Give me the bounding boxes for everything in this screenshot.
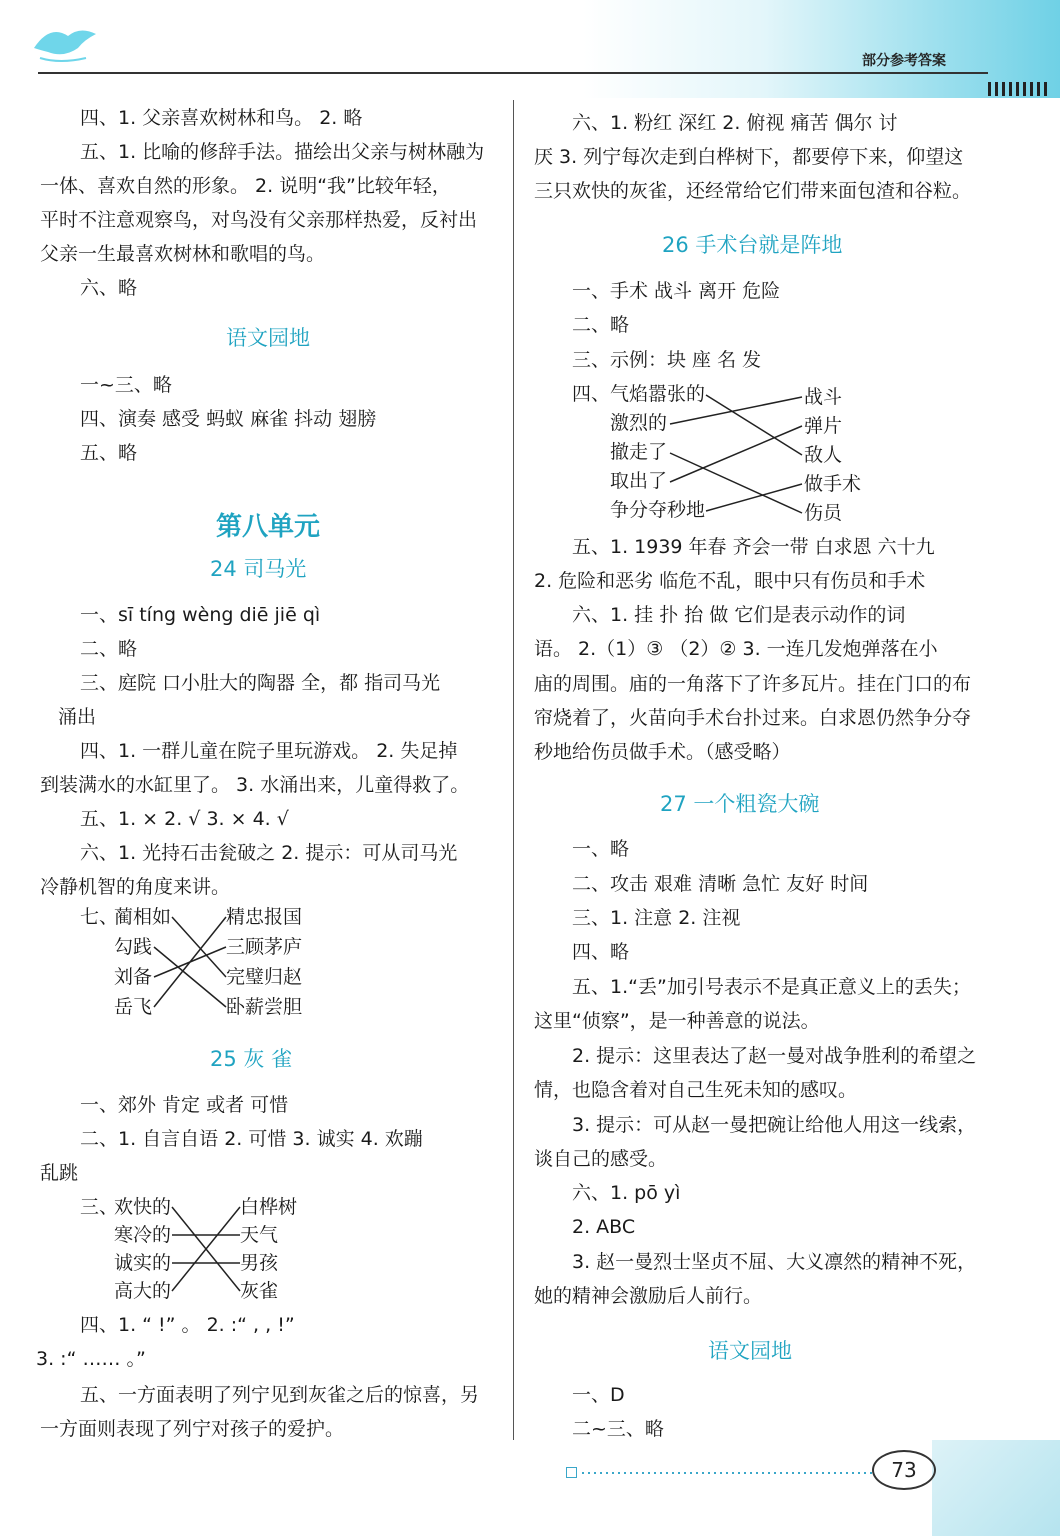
match-right-item: 敌人 (804, 444, 843, 466)
answer-line: 六、1. 光持石击瓮破之 2. 提示：可从司马光 (80, 842, 458, 864)
answer-line: 四、1. “ !” 。 2. :“ , , !” (80, 1314, 295, 1336)
answer-line: 三、1. 注意 2. 注视 (572, 907, 741, 929)
match-left-item: 撤走了 (610, 441, 668, 463)
match-right-item: 白桦树 (240, 1196, 298, 1218)
answer-line: 一、sī tíng wèng diē jiē qì (80, 604, 321, 626)
footer-dotted-rule (582, 1472, 872, 1474)
section-heading: 语文园地 (708, 1339, 792, 1363)
answer-line: 情，也隐含着对自己生死未知的感叹。 (534, 1079, 858, 1101)
match-right-item: 战斗 (804, 386, 843, 408)
answer-line: 一、略 (572, 838, 630, 860)
answer-line: 一~三、略 (80, 374, 172, 396)
match-prefix: 七、 (80, 906, 119, 928)
answer-line: 一、D (572, 1384, 625, 1406)
match-right-item: 做手术 (804, 473, 862, 495)
answer-line: 六、1. pō yì (572, 1182, 681, 1204)
match-left-item: 岳飞 (114, 996, 153, 1018)
answer-line: 五、一方面表明了列宁见到灰雀之后的惊喜，另 (80, 1384, 480, 1406)
answer-line: 五、略 (80, 442, 138, 464)
lesson-heading: 24 司马光 (210, 557, 307, 581)
match-prefix: 四、 (572, 383, 611, 405)
lesson-heading: 26 手术台就是阵地 (662, 233, 843, 257)
match-right-item: 三顾茅庐 (226, 936, 303, 958)
corner-decoration (932, 1440, 1060, 1536)
answer-line: 3. 提示：可从赵一曼把碗让给他人用这一线索， (572, 1114, 977, 1136)
answer-line: 厌 3. 列宁每次走到白桦树下，都要停下来，仰望这 (534, 146, 964, 168)
match-left-item: 争分夺秒地 (610, 499, 706, 521)
answer-line: 帘烧着了，火苗向手术台扑过来。白求恩仍然争分夺 (534, 707, 972, 729)
answer-line: 到装满水的水缸里了。 3. 水涌出来，儿童得救了。 (40, 774, 470, 796)
answer-line: 五、1. × 2. √ 3. × 4. √ (80, 808, 289, 830)
answer-line: 谈自己的感受。 (534, 1148, 668, 1170)
answer-line: 一、手术 战斗 离开 危险 (572, 280, 781, 302)
answer-line: 秒地给伤员做手术。（感受略） (534, 741, 791, 763)
match-left-item: 诚实的 (114, 1252, 172, 1274)
answer-line: 二、1. 自言自语 2. 可惜 3. 诚实 4. 欢蹦 (80, 1128, 423, 1150)
match-left-item: 欢快的 (114, 1196, 172, 1218)
answer-line: 她的精神会激励后人前行。 (534, 1285, 763, 1307)
match-right-item: 完璧归赵 (226, 966, 303, 988)
answer-line: 二、略 (80, 638, 138, 660)
answer-line: 3. :“ …… 。” (36, 1348, 146, 1370)
match-left-item: 蔺相如 (114, 906, 172, 928)
lesson-heading: 27 一个粗瓷大碗 (660, 792, 820, 816)
match-left-item: 寒冷的 (114, 1224, 172, 1246)
match-left-item: 激烈的 (610, 412, 668, 434)
answer-line: 2. ABC (572, 1216, 636, 1238)
answer-line: 2. 提示：这里表达了赵一曼对战争胜利的希望之 (572, 1045, 977, 1067)
answer-line: 一方面则表现了列宁对孩子的爱护。 (40, 1418, 345, 1440)
answer-line: 2. 危险和恶劣 临危不乱，眼中只有伤员和手术 (534, 570, 926, 592)
match-prefix: 三、 (80, 1196, 119, 1218)
section-heading: 语文园地 (226, 326, 310, 350)
answer-line: 五、1. 1939 年春 齐会一带 白求恩 六十九 (572, 536, 935, 558)
answer-line: 三、示例：块 座 名 发 (572, 349, 762, 371)
match-left-item: 气焰嚣张的 (610, 383, 706, 405)
lesson-heading: 25 灰 雀 (210, 1047, 293, 1071)
answer-line: 四、略 (572, 941, 630, 963)
answer-line: 三、庭院 口小肚大的陶器 全，都 指司马光 (80, 672, 441, 694)
answer-line: 六、1. 粉红 深红 2. 俯视 痛苦 偶尔 讨 (572, 112, 898, 134)
answer-line: 乱跳 (40, 1162, 79, 1184)
match-right-item: 精忠报国 (226, 906, 303, 928)
answer-line: 四、1. 一群儿童在院子里玩游戏。 2. 失足掉 (80, 740, 458, 762)
answer-line: 冷静机智的角度来讲。 (40, 876, 231, 898)
answer-line: 庙的周围。庙的一角落下了许多瓦片。挂在门口的布 (534, 673, 972, 695)
answer-line: 一体、喜欢自然的形象。 2. 说明“我”比较年轻， (40, 175, 451, 197)
answer-line: 涌出 (58, 706, 97, 728)
answer-line: 这里“侦察”，是一种善意的说法。 (534, 1010, 820, 1032)
answer-line: 三只欢快的灰雀，还经常给它们带来面包渣和谷粒。 (534, 180, 972, 202)
answer-line: 3. 赵一曼烈士坚贞不屈、大义凛然的精神不死， (572, 1251, 977, 1273)
answer-line: 四、1. 父亲喜欢树林和鸟。 2. 略 (80, 107, 363, 129)
answer-line: 父亲一生最喜欢树林和歌唱的鸟。 (40, 243, 326, 265)
answer-line: 二、攻击 艰难 清晰 急忙 友好 时间 (572, 873, 869, 895)
answer-line: 一、郊外 肯定 或者 可惜 (80, 1094, 289, 1116)
answer-line: 五、1. 比喻的修辞手法。描绘出父亲与树林融为 (80, 141, 485, 163)
footer-square-icon (566, 1467, 577, 1478)
match-left-item: 勾践 (114, 936, 153, 958)
match-right-item: 男孩 (240, 1252, 279, 1274)
header-title: 部分参考答案 (862, 53, 946, 69)
match-right-item: 天气 (240, 1224, 279, 1246)
answer-line: 语。 2.（1）③ （2）② 3. 一连几发炮弹落在小 (534, 638, 938, 660)
unit-title: 第八单元 (216, 512, 321, 542)
match-left-item: 高大的 (114, 1280, 172, 1302)
answer-line: 二~三、略 (572, 1418, 664, 1440)
match-left-item: 刘备 (114, 966, 153, 988)
answer-line: 二、略 (572, 314, 630, 336)
match-right-item: 伤员 (804, 502, 843, 524)
answer-line: 五、1.“丢”加引号表示不是真正意义上的丢失； (572, 976, 971, 998)
answer-line: 平时不注意观察鸟，对鸟没有父亲那样热爱，反衬出 (40, 209, 478, 231)
page-number: 73 (872, 1450, 936, 1490)
match-left-item: 取出了 (610, 470, 668, 492)
answer-line: 四、演奏 感受 蚂蚁 麻雀 抖动 翅膀 (80, 408, 377, 430)
answer-line: 六、略 (80, 277, 138, 299)
match-right-item: 灰雀 (240, 1280, 279, 1302)
match-right-item: 卧薪尝胆 (226, 996, 303, 1018)
match-right-item: 弹片 (804, 415, 843, 437)
answer-line: 六、1. 挂 扑 抬 做 它们是表示动作的词 (572, 604, 906, 626)
